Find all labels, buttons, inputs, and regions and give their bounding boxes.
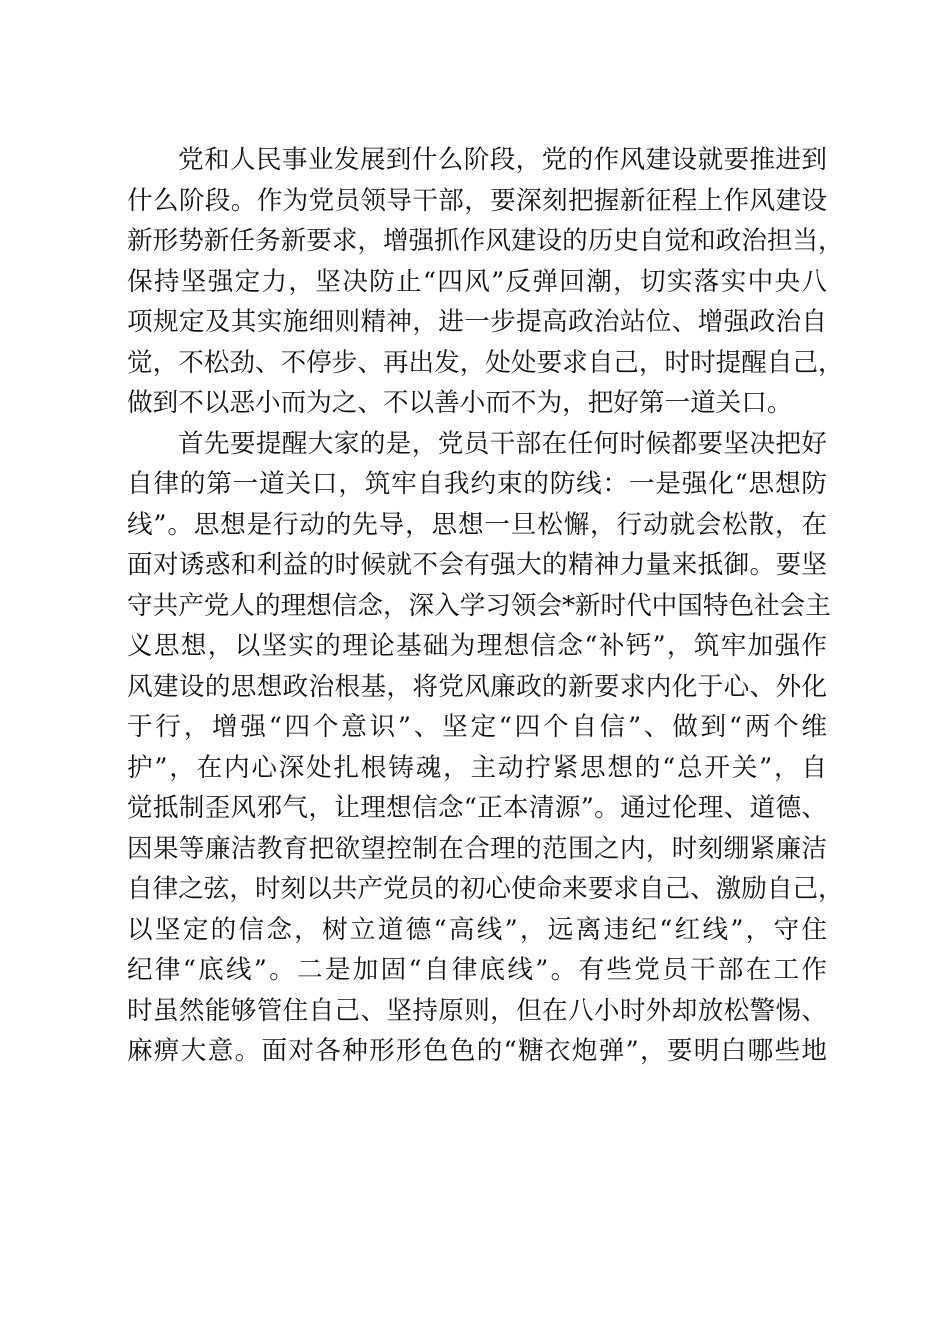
paragraph-line: 新形势新任务新要求，增强抓作风建设的历史自觉和政治担当， bbox=[127, 226, 844, 256]
paragraph-line: 自律的第一道关口，筑牢自我约束的防线：一是强化“思想防 bbox=[127, 469, 827, 499]
paragraph-line: 觉抵制歪风邪气，让理想信念“正本清源”。通过伦理、道德、 bbox=[127, 793, 827, 823]
paragraph-line: 自律之弦，时刻以共产党员的初心使命来要求自己、激励自己， bbox=[127, 874, 844, 904]
paragraph-line: 保持坚强定力，坚决防止“四风”反弹回潮，切实落实中央八 bbox=[127, 266, 827, 297]
paragraph-1 bbox=[127, 140, 844, 424]
paragraph-line: 风建设的思想政治根基，将党风廉政的新要求内化于心、外化 bbox=[127, 671, 827, 702]
paragraph-line: 首先要提醒大家的是，党员干部在任何时候都要坚决把好 bbox=[178, 428, 827, 459]
paragraph-line: 守共产党人的理想信念，深入学习领会*新时代中国特色社会主 bbox=[127, 590, 831, 621]
paragraph-line: 护”，在内心深处扎根铸魂，主动拧紧思想的“总开关”，自 bbox=[127, 752, 827, 783]
paragraph-line: 做到不以恶小而为之、不以善小而不为，把好第一道关口。 bbox=[127, 388, 793, 418]
paragraph-line: 义思想，以坚实的理论基础为理想信念“补钙”，筑牢加强作 bbox=[127, 631, 827, 661]
paragraph-line: 纪律“底线”。二是加固“自律底线”。有些党员干部在工作 bbox=[127, 955, 827, 985]
paragraph-line: 面对诱惑和利益的时候就不会有强大的精神力量来抵御。要坚 bbox=[127, 550, 827, 580]
paragraph-line: 麻痹大意。面对各种形形色色的“糖衣炮弹”，要明白哪些地 bbox=[127, 1036, 827, 1066]
paragraph-2 bbox=[127, 424, 844, 1072]
paragraph-line: 项规定及其实施细则精神，进一步提高政治站位、增强政治自 bbox=[127, 307, 827, 337]
paragraph-line: 于行，增强“四个意识”、坚定“四个自信”、做到“两个维 bbox=[127, 712, 827, 742]
paragraph-line: 线”。思想是行动的先导，思想一旦松懈，行动就会松散，在 bbox=[127, 509, 827, 540]
paragraph-line: 什么阶段。作为党员领导干部，要深刻把握新征程上作风建设 bbox=[127, 185, 827, 216]
paragraph-line: 觉，不松劲、不停步、再出发，处处要求自己，时时提醒自己， bbox=[127, 347, 844, 378]
paragraph-line: 因果等廉洁教育把欲望控制在合理的范围之内，时刻绷紧廉洁 bbox=[127, 833, 827, 864]
paragraph-line: 以坚定的信念，树立道德“高线”，远离违纪“红线”，守住 bbox=[127, 914, 827, 945]
paragraph-line: 党和人民事业发展到什么阶段，党的作风建设就要推进到 bbox=[178, 145, 827, 175]
document-body bbox=[127, 140, 844, 1072]
paragraph-line: 时虽然能够管住自己、坚持原则，但在八小时外却放松警惕、 bbox=[127, 995, 827, 1026]
